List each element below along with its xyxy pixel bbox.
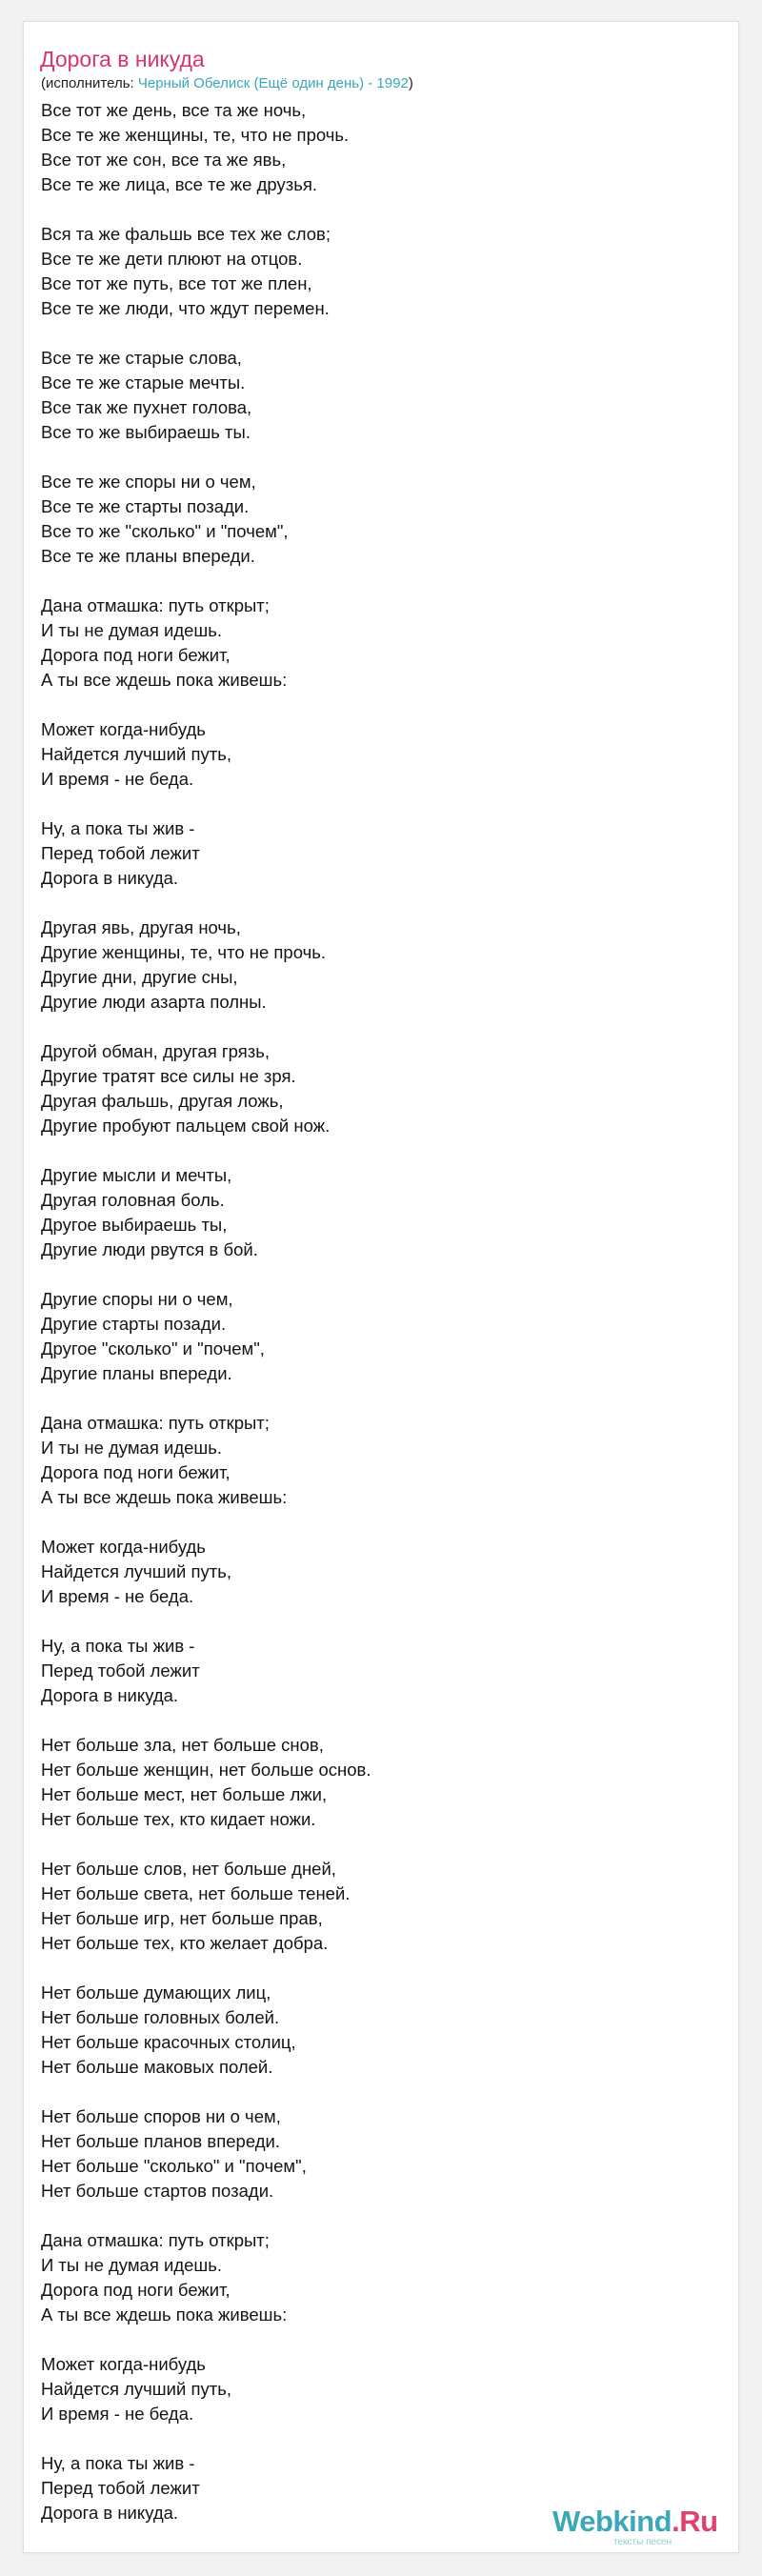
lyrics-line: Нет больше маковых полей. xyxy=(41,2057,273,2077)
lyrics-stanza xyxy=(41,1857,708,1956)
lyrics-line: Нет больше игр, нет больше прав, xyxy=(41,1908,323,1928)
lyrics-line: Может когда-нибудь xyxy=(41,719,206,739)
lyrics-line: Другие женщины, те, что не прочь. xyxy=(41,942,327,962)
lyrics-stanza xyxy=(41,2352,708,2426)
logo-name: Webkind xyxy=(552,2505,672,2538)
lyrics-line: Нет больше думающих лиц, xyxy=(41,1982,271,2002)
lyrics-line: И ты не думая идешь. xyxy=(41,1438,223,1458)
lyrics-line: И ты не думая идешь. xyxy=(41,2255,223,2275)
lyrics-line: Нет больше красочных столиц, xyxy=(41,2032,296,2052)
logo-tagline: тексты песен xyxy=(613,2537,672,2547)
lyrics-line: Дана отмашка: путь открыт; xyxy=(41,1413,270,1433)
logo-domain: .Ru xyxy=(672,2505,718,2538)
lyrics-line: Все те же лица, все те же друзья. xyxy=(41,174,318,194)
lyrics-line: Дорога в никуда. xyxy=(41,1685,179,1705)
lyrics-line: Ну, а пока ты жив - xyxy=(41,1636,195,1656)
song-title: Дорога в никуда xyxy=(40,47,205,71)
lyrics-line: Ну, а пока ты жив - xyxy=(41,818,195,838)
lyrics-line: Все те же старые слова, xyxy=(41,348,242,368)
lyrics-line: Другие мысли и мечты, xyxy=(41,1165,232,1185)
lyrics-line: Нет больше головных болей. xyxy=(41,2007,280,2027)
lyrics-line: Все тот же путь, все тот же плен, xyxy=(41,273,312,293)
lyrics-line: Все те же дети плюют на отцов. xyxy=(41,249,303,269)
lyrics-line: Другие люди азарта полны. xyxy=(41,992,267,1012)
lyrics-line: Все то же "сколько" и "почем", xyxy=(41,521,289,541)
lyrics-line: Найдется лучший путь, xyxy=(41,1561,231,1581)
lyrics-line: Другие старты позади. xyxy=(41,1314,227,1334)
lyrics-line: Все тот же день, все та же ночь, xyxy=(41,100,307,120)
lyrics-stanza xyxy=(41,1535,708,1609)
lyrics-line: Дорога под ноги бежит, xyxy=(41,645,231,665)
lyrics-line: Дана отмашка: путь открыт; xyxy=(41,2230,270,2250)
lyrics-line: Дана отмашка: путь открыт; xyxy=(41,595,270,615)
lyrics-line: Все те же споры ни о чем, xyxy=(41,472,256,492)
lyrics-line: Другие пробуют пальцем свой нож. xyxy=(41,1116,331,1136)
lyrics-stanza xyxy=(41,916,708,1015)
lyrics-stanza xyxy=(41,1981,708,2080)
song-meta xyxy=(41,73,413,94)
lyrics-line: Может когда-нибудь xyxy=(41,1537,206,1557)
lyrics-line: А ты все ждешь пока живешь: xyxy=(41,670,288,690)
meta-suffix: ) xyxy=(408,75,413,91)
lyrics-line: А ты все ждешь пока живешь: xyxy=(41,1487,288,1507)
lyrics-line: Другие споры ни о чем, xyxy=(41,1289,233,1309)
lyrics-line: Нет больше слов, нет больше дней, xyxy=(41,1859,336,1879)
lyrics-card xyxy=(23,21,739,2553)
lyrics-line: Нет больше планов впереди. xyxy=(41,2131,280,2151)
lyrics-line: Другое "сколько" и "почем", xyxy=(41,1338,265,1358)
lyrics-stanza xyxy=(41,98,708,197)
lyrics-line: Перед тобой лежит xyxy=(41,2478,200,2498)
logo-wordmark xyxy=(552,2506,718,2538)
lyrics-line: И ты не думая идешь. xyxy=(41,620,223,640)
lyrics-line: Дорога под ноги бежит, xyxy=(41,1462,231,1482)
lyrics-line: Другое выбираешь ты, xyxy=(41,1215,228,1235)
lyrics-stanza xyxy=(41,470,708,569)
lyrics-line: Вся та же фальшь все тех же слов; xyxy=(41,224,331,244)
lyrics-line: Другие тратят все силы не зря. xyxy=(41,1066,296,1086)
lyrics-line: Нет больше споров ни о чем, xyxy=(41,2106,281,2126)
lyrics-line: Дорога под ноги бежит, xyxy=(41,2280,231,2300)
lyrics-line: Другой обман, другая грязь, xyxy=(41,1041,270,1061)
lyrics-line: Нет больше стартов позади. xyxy=(41,2181,274,2201)
lyrics-line: Нет больше зла, нет больше снов, xyxy=(41,1735,324,1755)
meta-prefix: (исполнитель: xyxy=(41,75,138,91)
lyrics-line: Все те же женщины, те, что не прочь. xyxy=(41,125,350,145)
lyrics-stanza xyxy=(41,346,708,445)
lyrics-line: Другая головная боль. xyxy=(41,1190,225,1210)
lyrics-line: Другие дни, другие сны, xyxy=(41,967,238,987)
lyrics-line: Может когда-нибудь xyxy=(41,2354,206,2374)
lyrics-line: Ну, а пока ты жив - xyxy=(41,2453,195,2473)
lyrics-line: А ты все ждешь пока живешь: xyxy=(41,2304,288,2324)
lyrics-line: Нет больше тех, кто кидает ножи. xyxy=(41,1809,316,1829)
lyrics-stanza xyxy=(41,2104,708,2204)
lyrics-line: Все те же старты позади. xyxy=(41,496,250,516)
lyrics-line: Все так же пухнет голова, xyxy=(41,397,252,417)
lyrics-stanza xyxy=(41,717,708,792)
lyrics-line: Нет больше света, нет больше теней. xyxy=(41,1883,351,1903)
lyrics-line: Нет больше женщин, нет больше основ. xyxy=(41,1760,371,1780)
artist-link[interactable]: Черный Обелиск (Ещё один день) - 1992 xyxy=(137,75,409,91)
lyrics-line: Все тот же сон, все та же явь, xyxy=(41,150,287,170)
lyrics-line: Перед тобой лежит xyxy=(41,843,200,863)
site-logo[interactable] xyxy=(552,2506,743,2553)
lyrics-stanza xyxy=(41,1287,708,1386)
lyrics-stanza xyxy=(41,2228,708,2327)
lyrics-line: И время - не беда. xyxy=(41,769,194,789)
lyrics-stanza xyxy=(41,222,708,321)
lyrics-line: Найдется лучший путь, xyxy=(41,2379,231,2399)
lyrics-stanza xyxy=(41,1733,708,1832)
lyrics-stanza xyxy=(41,1163,708,1262)
lyrics-line: Нет больше "сколько" и "почем", xyxy=(41,2156,307,2176)
lyrics-stanza xyxy=(41,1411,708,1510)
lyrics-line: И время - не беда. xyxy=(41,2404,194,2424)
lyrics-line: Все те же планы впереди. xyxy=(41,546,255,566)
lyrics-line: Другие люди рвутся в бой. xyxy=(41,1239,258,1259)
lyrics-line: Нет больше мест, нет больше лжи, xyxy=(41,1784,328,1804)
lyrics-line: Нет больше тех, кто желает добра. xyxy=(41,1933,329,1953)
lyrics-line: И время - не беда. xyxy=(41,1586,194,1606)
lyrics-stanza xyxy=(41,1039,708,1138)
lyrics-line: Другая явь, другая ночь, xyxy=(41,917,241,937)
lyrics-stanza xyxy=(41,1634,708,1708)
lyrics-text xyxy=(41,98,708,2550)
lyrics-line: Найдется лучший путь, xyxy=(41,744,231,764)
lyrics-line: Все те же люди, что ждут перемен. xyxy=(41,298,330,318)
lyrics-line: Другая фальшь, другая ложь, xyxy=(41,1091,284,1111)
lyrics-line: Дорога в никуда. xyxy=(41,868,179,888)
lyrics-stanza xyxy=(41,816,708,891)
lyrics-line: Другие планы впереди. xyxy=(41,1363,232,1383)
lyrics-line: Все те же старые мечты. xyxy=(41,372,246,392)
lyrics-line: Все то же выбираешь ты. xyxy=(41,422,251,442)
lyrics-stanza xyxy=(41,594,708,693)
lyrics-line: Дорога в никуда. xyxy=(41,2503,179,2523)
lyrics-line: Перед тобой лежит xyxy=(41,1660,200,1680)
